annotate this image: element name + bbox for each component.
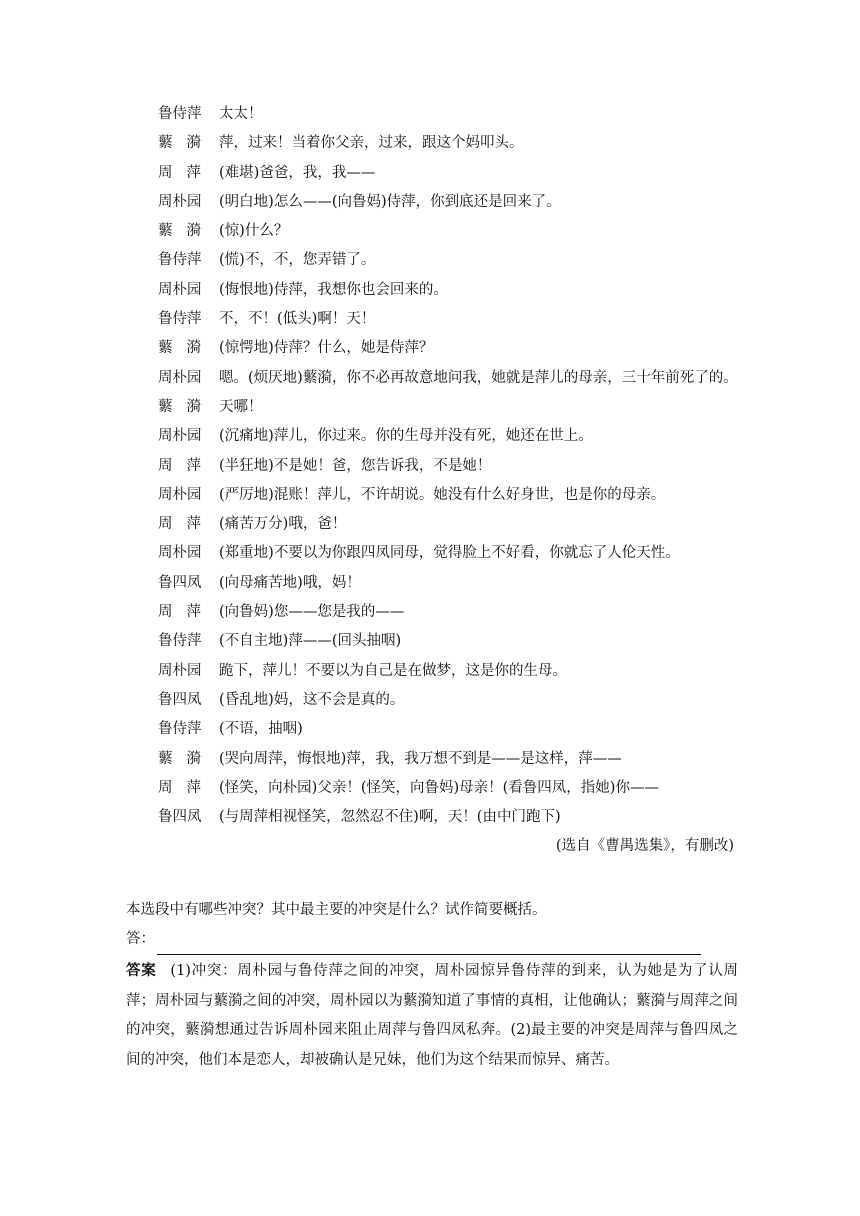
dialogue-line — [126, 774, 738, 803]
dialogue-line — [126, 129, 738, 158]
speech-text: 不，不！(低头)啊！天！ — [219, 311, 376, 328]
question-block — [126, 896, 738, 955]
speech-text: 跪下，萍儿！不要以为自己是在做梦，这是你的生母。 — [219, 662, 567, 679]
dialogue-line — [126, 364, 738, 393]
speaker-name: 鲁四凤 — [158, 574, 202, 591]
dialogue-line — [126, 745, 738, 774]
speaker-name: 周萍 — [158, 779, 215, 796]
speaker-name: 蘩漪 — [158, 750, 215, 767]
answer-line — [126, 925, 738, 954]
dialogue-line — [126, 598, 738, 627]
speaker-name: 鲁侍萍 — [158, 106, 202, 122]
speaker-name: 鲁四凤 — [158, 809, 202, 826]
dialogue-line — [126, 510, 738, 539]
speech-text: (向鲁妈)您——您是我的—— — [219, 604, 405, 621]
speaker-name: 鲁四凤 — [158, 691, 202, 708]
speaker-name: 周萍 — [158, 164, 215, 181]
speaker-name: 蘩漪 — [158, 135, 215, 152]
answer-key-text: (1)冲突：周朴园与鲁侍萍之间的冲突，周朴园惊异鲁侍萍的到来，认为她是为了认周萍；周朴园与蘩漪之间的冲突，周朴园以为蘩漪知道了事情的真相，让他确认；蘩漪与周萍之间的冲突，蘩漪想通过告诉周朴园来阻止周萍与鲁四凤私奔。(2)最主要的冲突是周萍与鲁四凤之间的冲突，他们本是恋人，却被确认是兄妹，他们为这个结果而惊异、痛苦。 — [126, 963, 739, 1068]
speech-text: (不自主地)萍——(回头抽咽) — [219, 633, 402, 650]
speech-text: (哭向周萍，悔恨地)萍，我，我万想不到是——是这样，萍—— — [219, 750, 622, 767]
speech-text: (与周萍相视怪笑，忽然忍不住)啊，天！(由中门跑下) — [219, 809, 561, 826]
speaker-name: 鲁侍萍 — [158, 721, 202, 738]
speaker-name: 周萍 — [158, 604, 215, 621]
source-citation: (选自《曹禺选集》，有删改) — [555, 838, 734, 855]
speaker-name: 周朴园 — [158, 193, 202, 210]
speaker-name: 周萍 — [158, 457, 215, 474]
speaker-name: 蘩漪 — [158, 340, 215, 357]
speech-text: (慌)不，不，您弄错了。 — [219, 252, 376, 269]
speaker-name: 周朴园 — [158, 545, 202, 562]
dialogue-line — [126, 803, 738, 832]
dialogue-line — [126, 276, 738, 305]
speech-text: (沉痛地)萍儿，你过来。你的生母并没有死，她还在世上。 — [219, 428, 593, 445]
speech-text: (严厉地)混账！萍儿，不许胡说。她没有什么好身世，也是你的母亲。 — [219, 486, 666, 503]
speaker-name: 周朴园 — [158, 369, 202, 386]
speech-text: (悔恨地)侍萍，我想你也会回来的。 — [219, 281, 448, 298]
dialogue-line — [126, 657, 738, 686]
speech-text: (明白地)怎么——(向鲁妈)侍萍，你到底还是回来了。 — [219, 193, 561, 210]
speech-text: (怪笑，向朴园)父亲！(怪笑，向鲁妈)母亲！(看鲁四凤，指她)你—— — [219, 779, 659, 796]
speech-text: (向母痛苦地)哦，妈！ — [219, 574, 361, 591]
speech-text: 萍，过来！当着你父亲，过来，跟这个妈叩头。 — [219, 135, 524, 152]
speaker-name: 蘩漪 — [158, 398, 215, 415]
speech-text: (惊)什么？ — [219, 223, 289, 240]
dialogue-line — [126, 569, 738, 598]
speech-text: (痛苦万分)哦，爸！ — [219, 516, 347, 533]
dialogue-line — [126, 334, 738, 363]
speech-text: (郑重地)不要以为你跟四凤同母，觉得脸上不好看，你就忘了人伦天性。 — [219, 545, 680, 562]
speaker-name: 鲁侍萍 — [158, 311, 202, 328]
speech-text: (半狂地)不是她！爸，您告诉我，不是她！ — [219, 457, 492, 474]
dialogue-line — [126, 159, 738, 188]
speech-text: 天哪！ — [219, 398, 263, 415]
dialogue-line — [126, 539, 738, 568]
speech-text: (难堪)爸爸，我，我—— — [219, 164, 376, 181]
speaker-name: 周朴园 — [158, 281, 202, 298]
dialogue-line — [126, 715, 738, 744]
speech-text: (昏乱地)妈，这不会是真的。 — [219, 691, 405, 708]
speaker-name: 周朴园 — [158, 486, 202, 503]
speech-text: (不语，抽咽) — [219, 721, 303, 738]
speaker-name: 周朴园 — [158, 662, 202, 679]
dialogue-line — [126, 452, 738, 481]
dialogue-line — [126, 422, 738, 451]
dialogue-line — [126, 305, 738, 334]
dialogue-line — [126, 100, 738, 129]
answer-key-block — [126, 957, 738, 1075]
play-excerpt — [126, 100, 738, 862]
dialogue-line — [126, 246, 738, 275]
dialogue-line — [126, 686, 738, 715]
answer-blank[interactable] — [157, 934, 701, 955]
speaker-name: 鲁侍萍 — [158, 252, 202, 269]
speech-text: 太太！ — [219, 106, 263, 122]
answer-key-label: 答案 — [126, 963, 157, 979]
question-text: 本选段中有哪些冲突？其中最主要的冲突是什么？试作简要概括。 — [126, 902, 547, 918]
dialogue-line — [126, 217, 738, 246]
speaker-name: 周朴园 — [158, 428, 202, 445]
dialogue-line — [126, 188, 738, 217]
answer-prompt: 答： — [126, 931, 155, 948]
speaker-name: 鲁侍萍 — [158, 633, 202, 650]
speaker-name: 蘩漪 — [158, 223, 215, 240]
speech-text: (惊愕地)侍萍？什么，她是侍萍？ — [219, 340, 434, 357]
speaker-name: 周萍 — [158, 516, 215, 533]
dialogue-line — [126, 393, 738, 422]
speech-text: 嗯。(烦厌地)蘩漪，你不必再故意地问我，她就是萍儿的母亲，三十年前死了的。 — [219, 369, 738, 386]
dialogue-line — [126, 481, 738, 510]
dialogue-line — [126, 627, 738, 656]
